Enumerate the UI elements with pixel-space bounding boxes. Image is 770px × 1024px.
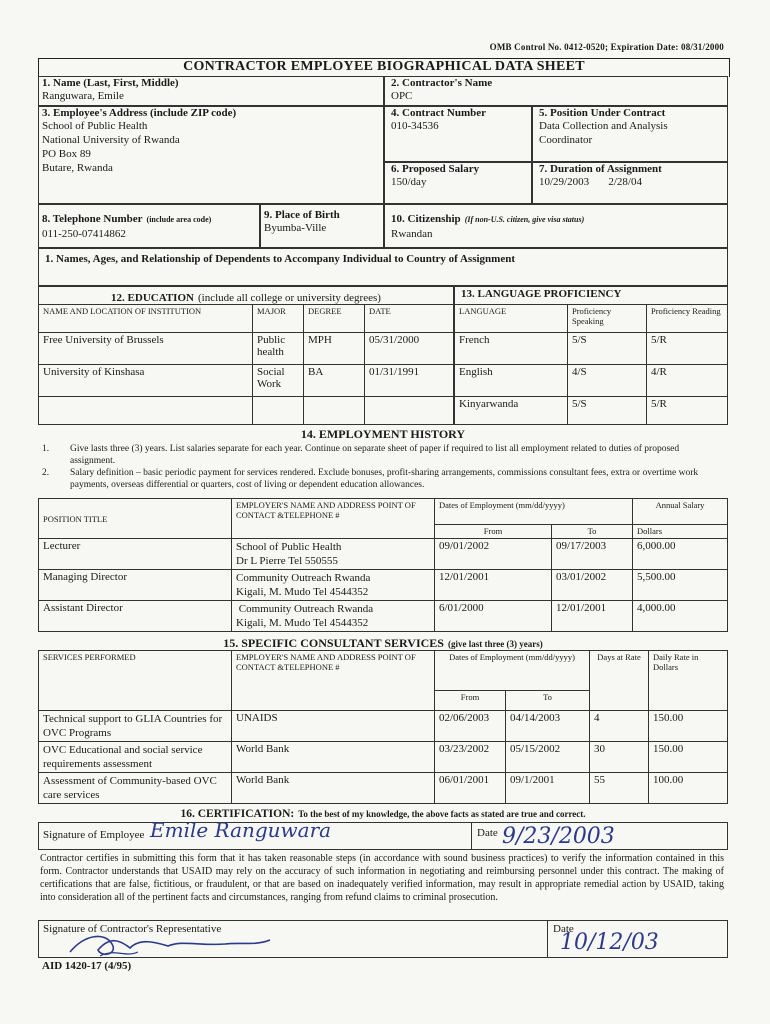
lang-reading: 5/R bbox=[647, 397, 728, 425]
table-row bbox=[39, 742, 728, 773]
emp-employer-name: Community Outreach Rwanda bbox=[236, 603, 374, 615]
form-title: CONTRACTOR EMPLOYEE BIOGRAPHICAL DATA SHEET bbox=[38, 58, 730, 77]
table-row bbox=[39, 570, 728, 601]
employee-signature-label: Signature of Employee bbox=[43, 829, 145, 841]
cons-employer: World Bank bbox=[232, 773, 435, 804]
education-subtitle: (include all college or university degrees) bbox=[197, 292, 381, 304]
field-contractor-value: OPC bbox=[391, 90, 413, 102]
edu-institution bbox=[39, 397, 253, 425]
address-line: Butare, Rwanda bbox=[42, 162, 113, 174]
edu-date bbox=[365, 397, 454, 425]
table-row bbox=[39, 773, 728, 804]
table-row bbox=[39, 365, 454, 397]
consultant-col-to: To bbox=[506, 691, 590, 711]
field-name-value: Ranguwara, Emile bbox=[42, 90, 124, 102]
language-header bbox=[454, 286, 728, 304]
lang-name: English bbox=[455, 365, 568, 397]
employment-col-salary: Annual Salary bbox=[633, 499, 728, 525]
address-line: School of Public Health bbox=[42, 120, 148, 132]
field-position-value: Data Collection and Analysis bbox=[539, 120, 668, 132]
emp-employer-name: Community Outreach Rwanda bbox=[236, 572, 371, 584]
field-contract-number bbox=[384, 106, 532, 162]
certification-paragraph: Contractor certifies in submitting this form that it has taken reasonable steps (in accordance with sound business practices) to verify the information contained in this form. Contractor understands that USAID may rely on the accuracy of such information in negotiating and reimbursing personnel under this contract. The making of certifications that are false, fictitious, or fraudulent, or that are based on inadequately verified information, may result in appropriate remedial action by USAID, taking into consideration all of the pertinent facts and circumstances, ranging from refund claims to criminal prosecution. bbox=[40, 853, 724, 903]
field-telephone bbox=[38, 204, 260, 248]
field-citizenship-value: Rwandan bbox=[391, 228, 433, 240]
cons-employer: UNAIDS bbox=[232, 711, 435, 742]
employment-col-employer: EMPLOYER'S NAME AND ADDRESS POINT OF CONTACT &TELEPHONE # bbox=[232, 499, 435, 539]
education-header bbox=[38, 286, 454, 304]
cons-service: Assessment of Community-based OVC care services bbox=[39, 773, 232, 804]
field-dependents bbox=[38, 248, 728, 286]
consultant-table bbox=[38, 650, 728, 804]
field-position-value: Coordinator bbox=[539, 134, 593, 146]
table-row bbox=[39, 601, 728, 632]
field-birthplace-value: Byumba-Ville bbox=[264, 222, 327, 234]
emp-employer-contact: Kigali, M. Mudo Tel 4544352 bbox=[236, 617, 369, 629]
edu-major: Public health bbox=[253, 333, 304, 365]
emp-position: Managing Director bbox=[39, 570, 232, 601]
employment-col-to: To bbox=[552, 525, 633, 539]
language-title: 13. LANGUAGE PROFICIENCY bbox=[461, 288, 622, 300]
form-footer: AID 1420-17 (4/95) bbox=[42, 960, 132, 972]
field-position-label: 5. Position Under Contract bbox=[539, 107, 666, 119]
emp-employer bbox=[232, 539, 435, 570]
field-duration-label: 7. Duration of Assignment bbox=[539, 163, 662, 175]
cons-days: 4 bbox=[590, 711, 649, 742]
field-contractor-label: 2. Contractor's Name bbox=[391, 77, 493, 89]
representative-signature-scribble bbox=[60, 922, 280, 962]
field-telephone-label: 8. Telephone Number bbox=[42, 213, 143, 225]
field-contractor bbox=[384, 76, 728, 106]
language-col-header: Proficiency Speaking bbox=[568, 305, 647, 333]
edu-degree bbox=[304, 397, 365, 425]
employment-title: 14. EMPLOYMENT HISTORY bbox=[300, 427, 466, 441]
emp-from: 6/01/2000 bbox=[435, 601, 552, 632]
edu-institution: Free University of Brussels bbox=[39, 333, 253, 365]
cons-rate: 150.00 bbox=[649, 711, 728, 742]
employment-col-dates: Dates of Employment (mm/dd/yyyy) bbox=[435, 499, 633, 525]
emp-employer bbox=[232, 601, 435, 632]
certification-text: To the best of my knowledge, the above facts as stated are true and correct. bbox=[298, 809, 586, 819]
field-contract-number-label: 4. Contract Number bbox=[391, 107, 487, 119]
field-citizenship-label: 10. Citizenship bbox=[391, 213, 461, 225]
lang-reading: 5/R bbox=[647, 333, 728, 365]
employment-table bbox=[38, 498, 728, 632]
language-col-header: Proficiency Reading bbox=[647, 305, 728, 333]
employment-col-position: POSITION TITLE bbox=[39, 499, 232, 539]
field-address-label: 3. Employee's Address (include ZIP code) bbox=[42, 107, 237, 119]
employee-date-label: Date bbox=[477, 827, 498, 839]
field-address bbox=[38, 106, 384, 204]
emp-position: Lecturer bbox=[39, 539, 232, 570]
field-birthplace bbox=[260, 204, 384, 248]
field-telephone-label-small: (include area code) bbox=[146, 215, 212, 224]
cons-service: Technical support to GLIA Countries for OVC Programs bbox=[39, 711, 232, 742]
field-contract-number-value: 010-34536 bbox=[391, 120, 439, 132]
consultant-title: 15. SPECIFIC CONSULTANT SERVICES bbox=[223, 636, 444, 650]
emp-salary: 4,000.00 bbox=[633, 601, 728, 632]
emp-to: 09/17/2003 bbox=[552, 539, 633, 570]
table-row bbox=[39, 333, 454, 365]
education-col-header: DATE bbox=[365, 305, 454, 333]
consultant-col-dates: Dates of Employment (mm/dd/yyyy) bbox=[435, 651, 590, 691]
edu-date: 05/31/2000 bbox=[365, 333, 454, 365]
cons-from: 03/23/2002 bbox=[435, 742, 506, 773]
address-line: National University of Rwanda bbox=[42, 134, 180, 146]
edu-institution: University of Kinshasa bbox=[39, 365, 253, 397]
education-title: 12. EDUCATION bbox=[111, 292, 194, 304]
cons-to: 05/15/2002 bbox=[506, 742, 590, 773]
consultant-col-from: From bbox=[435, 691, 506, 711]
table-row bbox=[39, 397, 454, 425]
cons-from: 06/01/2001 bbox=[435, 773, 506, 804]
edu-degree: BA bbox=[304, 365, 365, 397]
field-dependents-label: 1. Names, Ages, and Relationship of Dependents to Accompany Individual to Country of Assignment bbox=[45, 253, 515, 265]
table-row bbox=[455, 333, 728, 365]
lang-speaking: 4/S bbox=[568, 365, 647, 397]
field-telephone-value: 011-250-07414862 bbox=[42, 228, 126, 240]
emp-position: Assistant Director bbox=[39, 601, 232, 632]
language-table bbox=[454, 304, 728, 425]
field-position bbox=[532, 106, 728, 162]
employment-col-from: From bbox=[435, 525, 552, 539]
table-row bbox=[455, 397, 728, 425]
consultant-col-employer: EMPLOYER'S NAME AND ADDRESS POINT OF CONTACT &TELEPHONE # bbox=[232, 651, 435, 711]
certification-header bbox=[38, 804, 728, 822]
education-col-header: MAJOR bbox=[253, 305, 304, 333]
divider bbox=[547, 921, 549, 957]
lang-speaking: 5/S bbox=[568, 397, 647, 425]
table-row bbox=[455, 365, 728, 397]
cons-to: 04/14/2003 bbox=[506, 711, 590, 742]
education-col-header: NAME AND LOCATION OF INSTITUTION bbox=[39, 305, 253, 333]
field-duration-value: 10/29/2003 2/28/04 bbox=[539, 176, 642, 188]
consultant-col-rate: Daily Rate in Dollars bbox=[649, 651, 728, 711]
lang-name: Kinyarwanda bbox=[455, 397, 568, 425]
emp-salary: 5,500.00 bbox=[633, 570, 728, 601]
representative-date-handwritten: 10/12/03 bbox=[560, 930, 659, 955]
cons-to: 09/1/2001 bbox=[506, 773, 590, 804]
table-row bbox=[39, 711, 728, 742]
field-birthplace-label: 9. Place of Birth bbox=[264, 209, 340, 221]
employment-note: Give lasts three (3) years. List salaries separate for each year. Continue on separate sheet of paper if required to list all employment related to duties of proposed assignment. bbox=[70, 444, 680, 466]
employee-signature-row bbox=[38, 822, 728, 850]
representative-date-label: Date bbox=[553, 923, 574, 935]
employment-col-dollars: Dollars bbox=[633, 525, 728, 539]
cons-rate: 150.00 bbox=[649, 742, 728, 773]
consultant-col-days: Days at Rate bbox=[590, 651, 649, 711]
employment-note-number: 2. bbox=[42, 468, 50, 478]
emp-to: 03/01/2002 bbox=[552, 570, 633, 601]
cons-days: 30 bbox=[590, 742, 649, 773]
employment-note: Salary definition – basic periodic payment for services rendered. Exclude bonuses, profit-sharing arrangements, commissions consultant fees, extra or overtime work payments, overseas differential or quarters, cost of living or dependent education allowances. bbox=[70, 468, 699, 490]
field-name-label: 1. Name (Last, First, Middle) bbox=[42, 77, 179, 89]
field-salary-value: 150/day bbox=[391, 176, 427, 188]
field-salary-label: 6. Proposed Salary bbox=[391, 163, 480, 175]
field-name bbox=[38, 76, 384, 106]
edu-degree: MPH bbox=[304, 333, 365, 365]
employee-date-handwritten: 9/23/2003 bbox=[502, 824, 615, 849]
employment-note-number: 1. bbox=[42, 444, 50, 454]
representative-signature-label: Signature of Contractor's Representative bbox=[43, 923, 222, 935]
divider bbox=[471, 823, 473, 849]
emp-employer-contact: Kigali, M. Mudo Tel 4544352 bbox=[236, 586, 369, 598]
field-salary bbox=[384, 162, 532, 204]
edu-major: Social Work bbox=[253, 365, 304, 397]
emp-employer-contact: Dr L Pierre Tel 550555 bbox=[236, 555, 338, 567]
omb-control-number: OMB Control No. 0412-0520; Expiration Date: 08/31/2000 bbox=[489, 42, 724, 52]
field-duration bbox=[532, 162, 728, 204]
emp-employer bbox=[232, 570, 435, 601]
edu-date: 01/31/1991 bbox=[365, 365, 454, 397]
field-citizenship bbox=[384, 204, 728, 248]
lang-reading: 4/R bbox=[647, 365, 728, 397]
language-col-header: LANGUAGE bbox=[455, 305, 568, 333]
cons-from: 02/06/2003 bbox=[435, 711, 506, 742]
field-citizenship-label-small: (If non-U.S. citizen, give visa status) bbox=[464, 215, 585, 224]
certification-title: 16. CERTIFICATION: bbox=[180, 808, 295, 820]
lang-speaking: 5/S bbox=[568, 333, 647, 365]
education-table bbox=[38, 304, 454, 425]
cons-rate: 100.00 bbox=[649, 773, 728, 804]
cons-days: 55 bbox=[590, 773, 649, 804]
education-col-header: DEGREE bbox=[304, 305, 365, 333]
address-line: PO Box 89 bbox=[42, 148, 91, 160]
emp-from: 09/01/2002 bbox=[435, 539, 552, 570]
employee-signature: Emile Ranguwara bbox=[150, 818, 332, 842]
consultant-title-small: (give last three (3) years) bbox=[447, 639, 543, 649]
emp-employer-name: School of Public Health bbox=[236, 541, 342, 553]
emp-salary: 6,000.00 bbox=[633, 539, 728, 570]
consultant-col-services: SERVICES PERFORMED bbox=[39, 651, 232, 711]
emp-to: 12/01/2001 bbox=[552, 601, 633, 632]
table-row bbox=[39, 539, 728, 570]
cons-employer: World Bank bbox=[232, 742, 435, 773]
emp-from: 12/01/2001 bbox=[435, 570, 552, 601]
edu-major bbox=[253, 397, 304, 425]
lang-name: French bbox=[455, 333, 568, 365]
cons-service: OVC Educational and social service requirements assessment bbox=[39, 742, 232, 773]
